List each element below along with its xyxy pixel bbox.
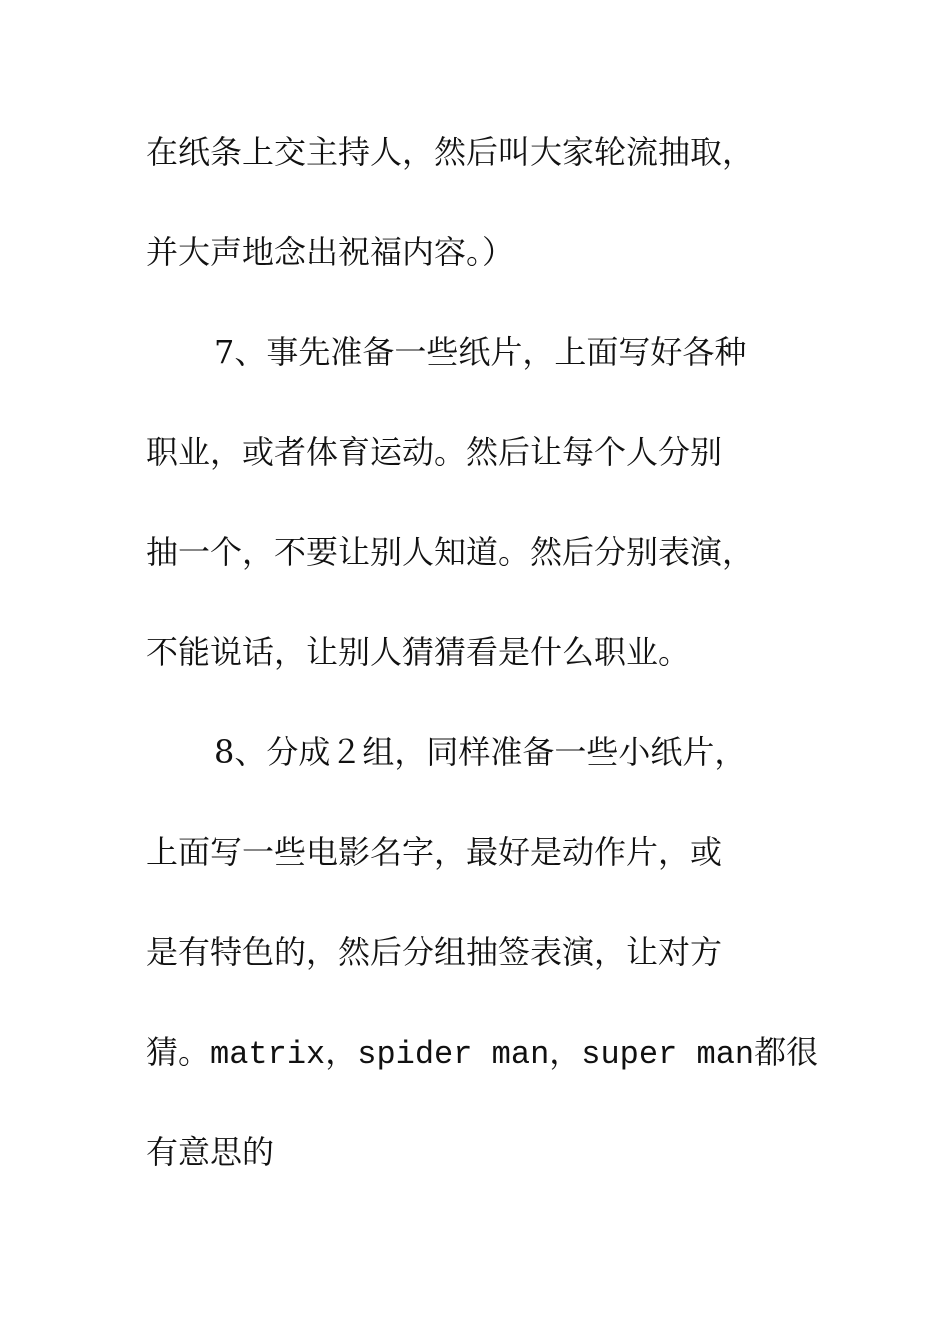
item-7-line-1: 7、事先准备一些纸片，上面写好各种 [214, 333, 747, 371]
item-8-line-4-end: 都很 [754, 1033, 819, 1071]
paragraph-line-2: 并大声地念出祝福内容。） [146, 233, 515, 271]
item-8-line-5: 有意思的 [146, 1133, 275, 1171]
paragraph-line-1: 在纸条上交主持人，然后叫大家轮流抽取， [146, 133, 755, 171]
item-7-line-4: 不能说话，让别人猜猜看是什么职业。 [146, 633, 691, 671]
item-8-line-1: 8、分成２组，同样准备一些小纸片， [214, 733, 747, 771]
item-7-line-3: 抽一个，不要让别人知道。然后分别表演， [146, 533, 755, 571]
movie-names: matrix，spider man，super man [210, 1036, 755, 1073]
item-7-line-2: 职业，或者体育运动。然后让每个人分别 [146, 433, 723, 471]
item-8-line-3: 是有特色的，然后分组抽签表演，让对方 [146, 933, 723, 971]
item-8-line-4 [146, 1030, 826, 1074]
item-8-line-2: 上面写一些电影名字，最好是动作片，或 [146, 833, 723, 871]
item-8-line-4-start: 猜。 [146, 1033, 211, 1071]
